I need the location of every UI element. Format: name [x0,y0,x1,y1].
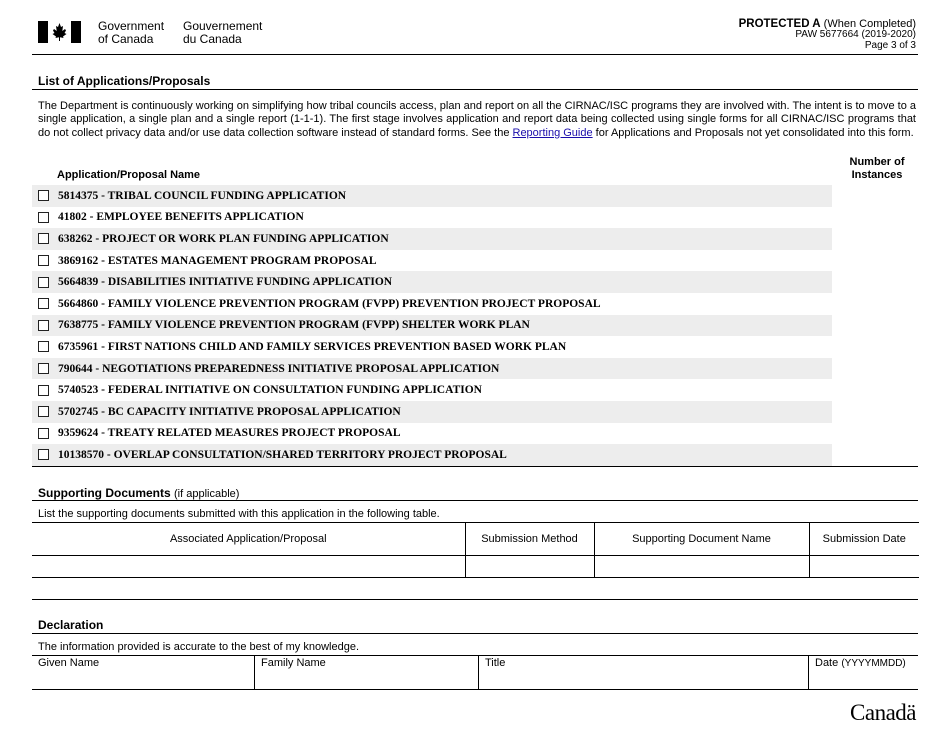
list-item [32,185,832,207]
form-number: PAW 5677664 (2019-2020) [795,29,916,40]
supporting-title [38,486,239,500]
declaration-fields [32,655,918,690]
checkbox[interactable] [38,212,49,223]
application-label: 5740523 - FEDERAL INITIATIVE ON CONSULTATION FUNDING APPLICATION [58,384,482,397]
list-item [32,379,832,401]
protected-note: (When Completed) [823,18,916,30]
col-num-line2: Instances [851,169,903,181]
applications-bottom-divider [32,466,918,467]
list-item [32,271,832,293]
application-label: 638262 - PROJECT OR WORK PLAN FUNDING APPLICATION [58,232,389,245]
checkbox[interactable] [38,363,49,374]
list-item [32,336,832,358]
application-label: 5702745 - BC CAPACITY INITIATIVE PROPOSAL APPLICATION [58,405,401,418]
list-item [32,293,832,315]
application-label: 10138570 - OVERLAP CONSULTATION/SHARED TERRITORY PROJECT PROPOSAL [58,448,507,461]
gov-fr-line2: du Canada [183,31,242,46]
list-item [32,250,832,272]
applications-list [32,185,832,466]
declaration-intro: The information provided is accurate to the best of my knowledge. [38,641,360,653]
checkbox[interactable] [38,233,49,244]
declaration-title-divider [32,633,918,634]
list-item [32,207,832,229]
application-label: 5814375 - TRIBAL COUNCIL FUNDING APPLICATION [58,189,347,202]
supporting-title-text: Supporting Documents [38,486,171,500]
protected-label: PROTECTED A [738,18,821,30]
gov-en-line1: Government [98,19,165,33]
header-submission-method: Submission Method [465,523,594,556]
checkbox[interactable] [38,298,49,309]
family-name-label: Family Name [261,657,326,669]
header-associated-application: Associated Application/Proposal [32,523,465,556]
checkbox[interactable] [38,449,49,460]
checkbox[interactable] [38,385,49,396]
list-item [32,228,832,250]
application-label: 7638775 - FAMILY VIOLENCE PREVENTION PROGRAM (FVPP) SHELTER WORK PLAN [58,319,530,332]
submission-date-cell[interactable] [809,556,919,578]
list-item [32,423,832,445]
application-label: 790644 - NEGOTIATIONS PREPAREDNESS INITIATIVE PROPOSAL APPLICATION [58,362,500,375]
column-application-name: Application/Proposal Name [57,169,201,181]
application-label: 41802 - EMPLOYEE BENEFITS APPLICATION [58,211,304,224]
header-supporting-document-name: Supporting Document Name [594,523,809,556]
supporting-documents-table [32,522,919,578]
application-label: 5664860 - FAMILY VIOLENCE PREVENTION PROGRAM (FVPP) PREVENTION PROJECT PROPOSAL [58,297,601,310]
supporting-title-divider [32,500,918,501]
page-number: Page 3 of 3 [864,39,916,51]
application-label: 9359624 - TREATY RELATED MEASURES PROJECT PROPOSAL [58,427,401,440]
reporting-guide-link[interactable]: Reporting Guide [512,126,593,139]
header-divider [32,54,918,55]
associated-application-cell[interactable] [32,556,465,578]
applications-intro [38,100,916,140]
family-name-field[interactable] [255,656,479,689]
application-label: 5664839 - DISABILITIES INITIATIVE FUNDING APPLICATION [58,276,393,289]
title-label: Title [485,657,506,669]
canada-flag-icon [38,21,81,43]
checkbox[interactable] [38,406,49,417]
canada-wordmark: Canadä [850,700,916,725]
checkbox[interactable] [38,341,49,352]
checkbox[interactable] [38,428,49,439]
declaration-title: Declaration [38,618,104,632]
col-num-line1: Number of [849,156,905,168]
date-field[interactable] [809,656,918,689]
list-item [32,358,832,380]
list-item [32,444,832,466]
date-label: Date [815,657,839,669]
column-number-of-instances [836,156,918,182]
gov-fr-line1: Gouvernement [183,19,263,33]
checkbox[interactable] [38,277,49,288]
table-row [32,556,919,578]
list-item [32,401,832,423]
header-submission-date: Submission Date [809,523,919,556]
submission-method-cell[interactable] [465,556,594,578]
application-label: 3869162 - ESTATES MANAGEMENT PROGRAM PROPOSAL [58,254,377,267]
list-item [32,315,832,337]
date-format: (YYYYMMDD) [841,658,906,669]
gov-en-line2: of Canada [98,31,154,46]
intro-text-2: for Applications and Proposals not yet consolidated into this form. [592,126,914,139]
given-name-label: Given Name [38,657,100,669]
government-of-canada-en [98,20,164,45]
protection-block [739,18,916,51]
applications-title: List of Applications/Proposals [38,74,211,88]
given-name-field[interactable] [32,656,255,689]
supporting-intro: List the supporting documents submitted with this application in the following table. [38,508,440,520]
supporting-document-name-cell[interactable] [594,556,809,578]
checkbox[interactable] [38,190,49,201]
title-field[interactable] [479,656,809,689]
checkbox[interactable] [38,320,49,331]
intro-text-1: The Department is continuously working on simplifying how tribal councils access, plan and report on all the CIRNAC/ISC programs they are involved with. The intent is to move to a single application, a single plan and a single report (1-1-1). The first stage involves application and report data being collected using single forms for all CIRNAC/ISC programs that do not collect privacy data and/or use data collection software instead of standard forms. See the [38,100,916,139]
supporting-title-note: (if applicable) [174,488,240,500]
government-of-canada-fr [183,20,262,45]
applications-title-divider [32,89,918,90]
supporting-bottom-divider [32,599,918,600]
application-label: 6735961 - FIRST NATIONS CHILD AND FAMILY SERVICES PREVENTION BASED WORK PLAN [58,340,567,353]
checkbox[interactable] [38,255,49,266]
